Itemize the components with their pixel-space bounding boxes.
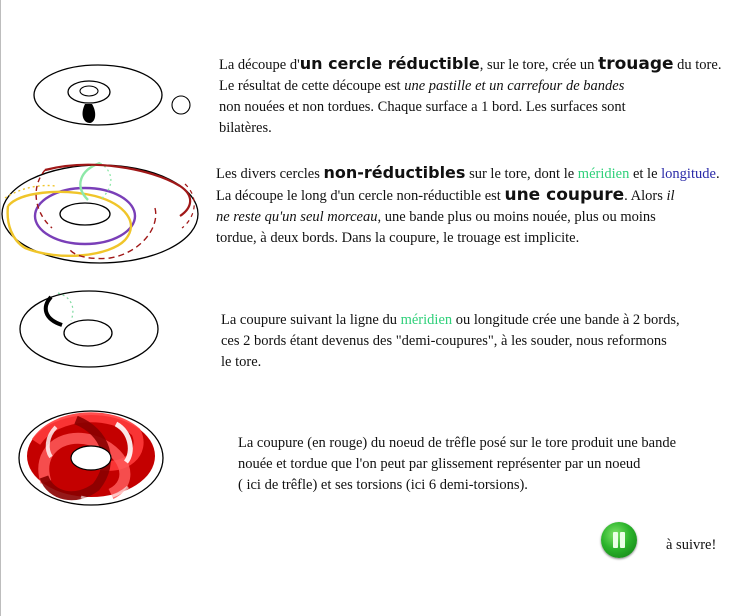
- section2-text: Les divers cercles non-réductibles sur le tore, dont le méridien et le longitude. La découpe le long d'un cercle non-réductible est une coupure. Alors il ne reste qu'un seul morceau, une bande plus ou moins nouée, plus ou moins tordue, à deux bords. Dans la coupure, le trouage est implicite.: [216, 163, 720, 246]
- torus-meridian-figure: [16, 285, 166, 375]
- section4-text: La coupure (en rouge) du noeud de trêfle posé sur le tore produit une bande nouée et tordue que l'on peut par glissement représenter par un noeud ( ici de trêfle) et ses torsions (ici 6 demi-torsions).: [238, 435, 677, 493]
- left-border: [0, 0, 1, 616]
- next-pause-button[interactable]: [601, 522, 637, 558]
- torus-nonreducible-figure: [0, 158, 210, 273]
- section1-text: La découpe d'un cercle réductible, sur le tore, crée un trouage du tore. Le résultat de cette découpe est une pastille et un carrefour de bandes non nouées et non tordues. Chaque surface a 1 bord. Les surfaces sont bilatères.: [219, 54, 722, 136]
- next-link[interactable]: à suivre!: [666, 537, 717, 553]
- torus-trefoil-figure: [16, 402, 166, 512]
- section3-text: La coupure suivant la ligne du méridien ou longitude crée une bande à 2 bords, ces 2 bords étant devenus des "demi-coupures", à les souder, nous reformons le tore.: [221, 312, 680, 370]
- torus-reducible-figure: [30, 62, 200, 132]
